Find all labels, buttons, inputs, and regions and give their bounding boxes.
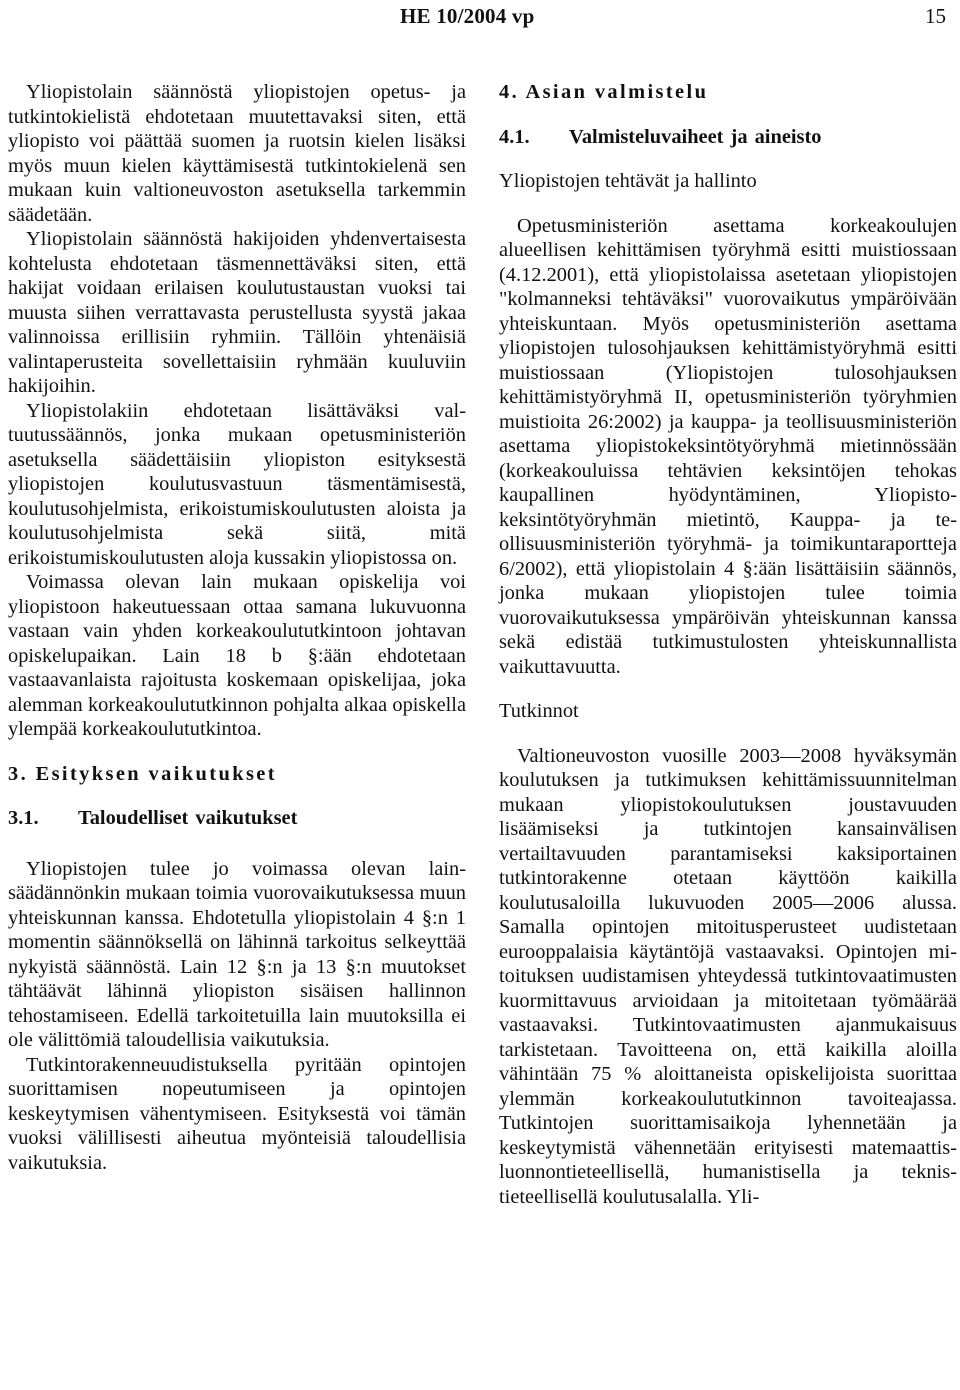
subsection-number: 4.1. bbox=[499, 125, 530, 148]
subsection-title: Valmisteluvaiheet ja aineisto bbox=[569, 125, 822, 148]
topic-heading: Tutkinnot bbox=[499, 700, 579, 722]
page-number: 15 bbox=[925, 4, 946, 28]
paragraph: Yliopistolain säännöstä hakijoiden yhdenvertaisesta kohtelusta ehdotetaan täsmennettäväksi siten, että hakijat voidaan erilaisen koulutustaustan vuoksi tai muusta siihen verrattavasta perustellusta syystä jakaa valinnoissa erillisiin ryhmiin. Tällöin yhtenäisiä valintaperusteita sovellettaisiin ryhmään kuuluviin hakijoihin. bbox=[8, 228, 466, 397]
subsection-number: 3.1. bbox=[8, 807, 39, 829]
left-column bbox=[8, 80, 466, 1175]
paragraph: Voimassa olevan lain mukaan opiskelija voi yliopistoon hakeutuessaan ottaa samana lukuvuonna vastaan vain yhden korkeakoulututkintoon johtavan opiskelupaikan. Lain 18 b §:ään ehdotetaan vastaavanlaista rajoitusta koskemaan opiskelijaa, joka alemman korkeakoulututkinnon pohjalta alkaa opiskella ylempää korkeakoulututkintoa. bbox=[8, 571, 466, 740]
section-heading: 4. Asian valmistelu bbox=[499, 81, 709, 103]
subsection-heading bbox=[8, 806, 466, 831]
paragraph: Yliopistolakiin ehdotetaan lisättäväksi valtuutussäännös, jonka mukaan opetusministeriön asetuksella säädettäisiin yliopiston esityksestä yliopistojen koulutusvastuun täsmentämisestä, koulutusohjelmista, erikoistumiskoulutusten aloista ja koulutusohjelmista sekä siitä, mitä erikoistumiskoulutusten aloja kussakin yliopistossa on. bbox=[8, 399, 466, 569]
right-column bbox=[499, 80, 957, 1209]
subsection-heading bbox=[499, 125, 957, 150]
page-header bbox=[0, 0, 960, 32]
paragraph: Valtioneuvoston vuosille 2003—2008 hyväksymän koulutuksen ja tutkimuksen kehittämissuunnitelman mukaan yliopistokoulutuksen joustavuuden lisäämiseksi ja tutkintojen kansainvälisen vertailtavuuden parantamiseksi kaksiportainen tutkintorakenne otetaan käyttöön kaikilla koulutusaloilla lukuvuoden 2005—2006 alussa. Samalla opintojen mitoitusperusteet uudistetaan eurooppalaisia käytäntöjä vastaavaksi. Opintojen mitoituksen uudistamisen yhteydessä tutkintovaatimusten kuormittavuus arvioidaan ja mitoitetaan työmäärää vastaavaksi. Tutkintovaatimusten ajanmukaisuus tarkistetaan. Tavoitteena on, että kaikilla aloilla vähintään 75 % aloittaneista opiskelijoista suorittaa ylemmän korkeakoulututkinnon tavoiteajassa. Tutkintojen suorittamisaikoja lyhennetään ja keskeytymistä vähennetään erityisesti matemaattis-luonnontieteellisellä, humanistisella ja teknis-tieteellisellä koulutusalalla. Yli- bbox=[499, 744, 957, 1208]
paragraph: Yliopistolain säännöstä yliopistojen opetus- ja tutkintokielistä ehdotetaan muutettavaksi siten, että yliopisto voi päättää suomen ja ruotsin kielen lisäksi myös muun kielen käyttämisestä tutkintokielenä sen mukaan kuin valtioneuvoston asetuksella tarkemmin säädetään. bbox=[8, 81, 466, 226]
document-title: HE 10/2004 vp bbox=[400, 4, 535, 28]
subsection-title: Taloudelliset vaikutukset bbox=[78, 807, 298, 829]
topic-heading: Yliopistojen tehtävät ja hallinto bbox=[499, 170, 757, 192]
section-heading: 3. Esityksen vaikutukset bbox=[8, 762, 277, 785]
paragraph: Tutkintorakenneuudistuksella pyritään opintojen suorittamisen nopeutumiseen ja opintojen keskeytymisen vähentymiseen. Esityksestä voi tämän vuoksi välillisesti aiheutua myönteisiä taloudellisia vaikutuksia. bbox=[8, 1053, 466, 1174]
paragraph: Opetusministeriön asettama korkeakoulujen alueellisen kehittämisen työryhmä esitti muistiossaan (4.12.2001), että yliopistolaissa asetetaan yliopistojen "kolmanneksi tehtäväksi" vuorovaikutus ympäröivään yhteiskuntaan. Myös opetusministeriön asettama yliopistojen tulosohjauksen kehittämistyöryhmä esitti muistiossaan (Yliopistojen tulosohjauksen kehittämistyöryhmä II, opetusministeriön työryhmien muistioita 26:2002) ja kauppa- ja teollisuusministeriön asettama yliopistokeksintötyöryhmä mietinnössään (korkeakouluissa tehtävien keksintöjen tehokas kaupallinen hyödyntäminen, Yliopistokeksintötyöryhmän mietintö, Kauppa- ja teollisuusministeriön työryhmä- ja toimikuntaraportteja 6/2002), että yliopistolain 4 §:ään lisättäisiin säännös, jonka mukaan yliopistojen tulee toimia vuorovaikutuksessa ympäröivän yhteiskunnan kanssa sekä edistää tutkimustulosten yhteiskunnallista vaikuttavuutta. bbox=[499, 214, 957, 678]
paragraph: Yliopistojen tulee jo voimassa olevan lainsäädännönkin mukaan toimia vuorovaikutuksessa muun yhteiskunnan kanssa. Ehdotetulla yliopistolain 4 §:n 1 momentin säännöksellä on lähinnä tarkoitus selkeyttää nykyistä säännöstä. Lain 12 §:n ja 13 §:n muutokset tähtäävät lähinnä yliopiston sisäisen hallinnon tehostamiseen. Edellä tarkoitetuilla lain muutoksilla ei ole välittömiä taloudellisia vaikutuksia. bbox=[8, 857, 466, 1051]
